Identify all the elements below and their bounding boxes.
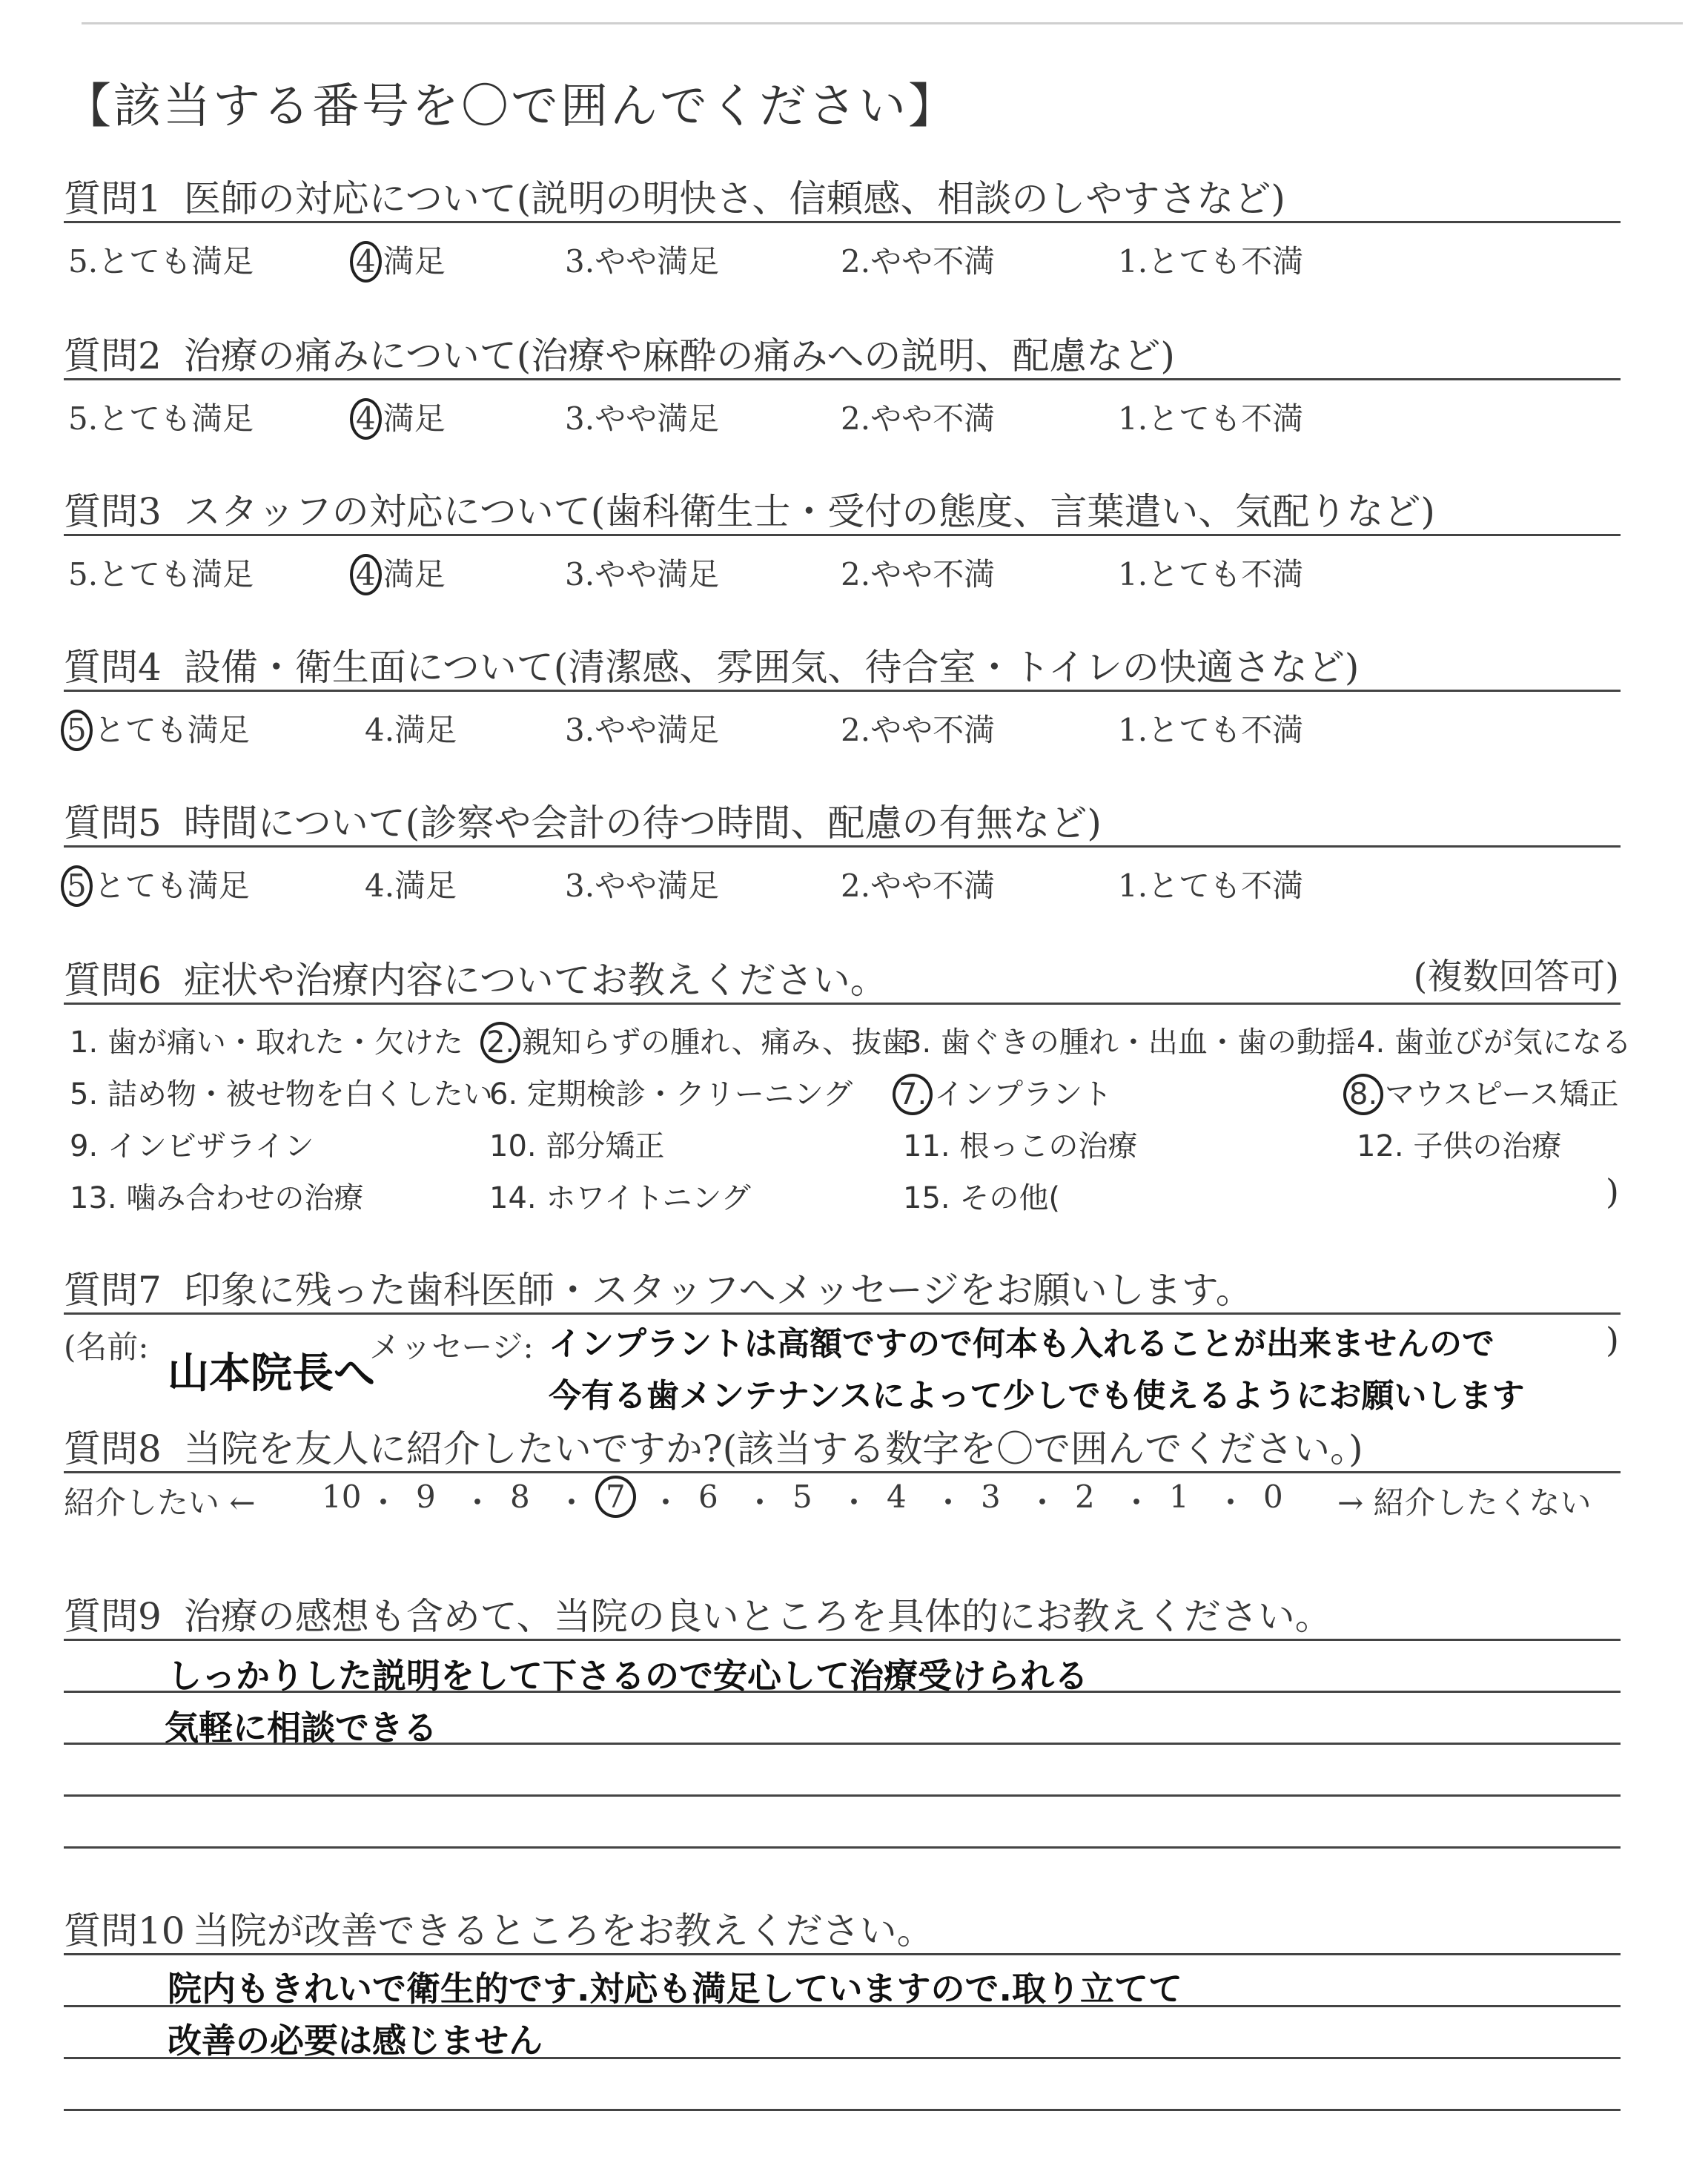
- recommend-right-label: → 紹介したくない: [1337, 1484, 1592, 1521]
- writing-line: [64, 1794, 1621, 1797]
- question-title: 質問8 当院を友人に紹介したいですか?(該当する数字を〇で囲んでください。): [64, 1427, 1363, 1470]
- q6-option-5[interactable]: 5. 詰め物・被せ物を白くしたい: [70, 1077, 493, 1112]
- scale-separator: ・: [1215, 1484, 1247, 1521]
- scale-option-10[interactable]: 10: [322, 1479, 362, 1515]
- q10-answer-line-2: 改善の必要は感じません: [168, 2021, 543, 2061]
- option-4-label: 満足: [383, 243, 446, 280]
- scale-separator: ・: [1027, 1484, 1059, 1521]
- option-3[interactable]: 3.やや満足: [565, 400, 720, 437]
- option-4[interactable]: 4.満足: [365, 712, 457, 748]
- option-3[interactable]: 3.やや満足: [565, 556, 720, 592]
- scale-separator: ・: [368, 1484, 400, 1521]
- option-3[interactable]: 3.やや満足: [565, 712, 720, 748]
- writing-line: [64, 1953, 1621, 1955]
- scale-option-4[interactable]: 4: [887, 1479, 907, 1515]
- question-title: 質問2 治療の痛みについて(治療や麻酔の痛みへの説明、配慮など): [64, 334, 1175, 377]
- option-2[interactable]: 2.やや不満: [841, 243, 996, 280]
- other-close-paren: ): [1606, 1172, 1619, 1212]
- option-1[interactable]: 1.とても不満: [1118, 868, 1304, 904]
- q9-answer-line-2: 気軽に相談できる: [165, 1708, 437, 1748]
- writing-line: [64, 1846, 1621, 1849]
- q6-option-10[interactable]: 10. 部分矯正: [489, 1129, 665, 1163]
- scale-option-0[interactable]: 0: [1263, 1479, 1283, 1515]
- option-2[interactable]: 2.やや不満: [841, 868, 996, 904]
- q6-option-9[interactable]: 9. インビザライン: [70, 1129, 314, 1163]
- option-2[interactable]: 2.やや不満: [841, 712, 996, 748]
- question-rule: [64, 534, 1621, 536]
- option-1[interactable]: 1.とても不満: [1118, 712, 1304, 748]
- scale-separator: ・: [838, 1484, 870, 1521]
- message-close-paren: ): [1606, 1320, 1619, 1360]
- q6-option-2-selected[interactable]: 2. 親知らずの腫れ、痛み、抜歯: [485, 1019, 911, 1063]
- message-line-2: 今有る歯メンテナンスによって少しでも使えるようにお願いします: [549, 1377, 1525, 1415]
- option-5-selected[interactable]: 5 とても満足: [65, 706, 250, 751]
- option-1[interactable]: 1.とても不満: [1118, 243, 1304, 280]
- question-rule: [64, 1003, 1621, 1005]
- selection-circle: 5: [61, 710, 93, 751]
- scale-option-2[interactable]: 2: [1075, 1479, 1095, 1515]
- message-label: メッセージ:: [369, 1329, 534, 1365]
- q6-option-8-selected[interactable]: 8. マウスピース矯正: [1348, 1071, 1618, 1115]
- multiple-answers-note: (複数回答可): [1413, 956, 1619, 997]
- q6-option-4[interactable]: 4. 歯並びが気になる: [1357, 1025, 1632, 1060]
- q10-answer-line-1: 院内もきれいで衛生的です.対応も満足していますので.取り立てて: [168, 1969, 1182, 2009]
- selection-circle: 8.: [1343, 1074, 1383, 1115]
- writing-line: [64, 2109, 1621, 2111]
- option-4[interactable]: 4.満足: [365, 868, 457, 904]
- name-label: (名前:: [64, 1329, 149, 1365]
- scale-option-1[interactable]: 1: [1169, 1479, 1189, 1515]
- option-3[interactable]: 3.やや満足: [565, 243, 720, 280]
- question-title: 質問6 症状や治療内容についてお教えください。: [64, 959, 887, 1002]
- scale-option-8[interactable]: 8: [510, 1479, 530, 1515]
- scale-separator: ・: [556, 1484, 588, 1521]
- option-5-selected[interactable]: 5 とても満足: [65, 862, 250, 907]
- question-title: 質問5 時間について(診察や会計の待つ時間、配慮の有無など): [64, 802, 1102, 845]
- selection-circle: 5: [61, 865, 93, 907]
- writing-line: [64, 1639, 1621, 1641]
- message-line-1: インプラントは高額ですので何本も入れることが出来ませんので: [549, 1325, 1494, 1363]
- selection-circle: 7.: [893, 1074, 933, 1115]
- question-title: 質問9 治療の感想も含めて、当院の良いところを具体的にお教えください。: [64, 1595, 1332, 1638]
- q6-option-11[interactable]: 11. 根っこの治療: [903, 1129, 1138, 1163]
- option-4-selected[interactable]: 4 満足: [354, 394, 446, 440]
- question-title: 質問1 医師の対応について(説明の明快さ、信頼感、相談のしやすさなど): [64, 177, 1285, 220]
- question-rule: [64, 221, 1621, 223]
- question-rule: [64, 845, 1621, 848]
- question-title: 質問10 当院が改善できるところをお教えください。: [64, 1909, 934, 1952]
- q6-option-6[interactable]: 6. 定期検診・クリーニング: [489, 1077, 853, 1112]
- question-title: 質問3 スタッフの対応について(歯科衛生士・受付の態度、言葉遣い、気配りなど): [64, 490, 1435, 533]
- question-rule: [64, 1312, 1621, 1315]
- q6-option-7-selected[interactable]: 7. インプラント: [897, 1071, 1112, 1115]
- selection-circle: 2.: [480, 1022, 520, 1063]
- question-rule: [64, 690, 1621, 692]
- option-1[interactable]: 1.とても不満: [1118, 400, 1304, 437]
- q6-option-14[interactable]: 14. ホワイトニング: [489, 1181, 751, 1215]
- selection-circle: 4: [350, 398, 382, 440]
- question-title: 質問7 印象に残った歯科医師・スタッフへメッセージをお願いします。: [64, 1269, 1253, 1312]
- option-5[interactable]: 5.とても満足: [68, 556, 254, 592]
- option-2[interactable]: 2.やや不満: [841, 556, 996, 592]
- option-3[interactable]: 3.やや満足: [565, 868, 720, 904]
- question-rule: [64, 1471, 1621, 1473]
- option-1[interactable]: 1.とても不満: [1118, 556, 1304, 592]
- scale-option-6[interactable]: 6: [698, 1479, 718, 1515]
- scale-separator: ・: [650, 1484, 682, 1521]
- scale-separator: ・: [462, 1484, 494, 1521]
- q6-option-12[interactable]: 12. 子供の治療: [1357, 1129, 1562, 1163]
- recommend-left-label: 紹介したい ←: [64, 1484, 256, 1521]
- selection-circle: 4: [350, 241, 382, 283]
- q9-answer-line-1: しっかりした説明をして下さるので安心して治療受けられる: [168, 1656, 1088, 1696]
- option-5[interactable]: 5.とても満足: [68, 400, 254, 437]
- scale-option-7-selected[interactable]: [604, 1479, 636, 1515]
- q6-option-1[interactable]: 1. 歯が痛い・取れた・欠けた: [70, 1025, 463, 1060]
- option-2[interactable]: 2.やや不満: [841, 400, 996, 437]
- scale-option-9[interactable]: 9: [416, 1479, 436, 1515]
- name-value: 山本院長へ: [168, 1350, 375, 1398]
- question-rule: [64, 378, 1621, 380]
- scale-separator: ・: [933, 1484, 964, 1521]
- option-5[interactable]: 5.とても満足: [68, 243, 254, 280]
- option-4-selected[interactable]: [354, 237, 446, 283]
- question-title: 質問4 設備・衛生面について(清潔感、雰囲気、待合室・トイレの快適さなど): [64, 646, 1360, 689]
- scale-separator: ・: [1121, 1484, 1153, 1521]
- scale-option-3[interactable]: 3: [981, 1479, 1001, 1515]
- scale-option-5[interactable]: 5: [792, 1479, 812, 1515]
- q6-option-15[interactable]: 15. その他(: [903, 1181, 1060, 1215]
- selection-circle: 7: [595, 1476, 636, 1518]
- option-4-selected[interactable]: 4 満足: [354, 550, 446, 595]
- scale-separator: ・: [744, 1484, 776, 1521]
- top-edge-line: [82, 22, 1683, 24]
- instruction-heading: 【該当する番号を〇で囲んでください】: [64, 79, 958, 134]
- selection-circle: 4: [350, 554, 382, 595]
- q6-option-3[interactable]: 3. 歯ぐきの腫れ・出血・歯の動揺: [903, 1025, 1356, 1060]
- q6-option-13[interactable]: 13. 噛み合わせの治療: [70, 1181, 364, 1215]
